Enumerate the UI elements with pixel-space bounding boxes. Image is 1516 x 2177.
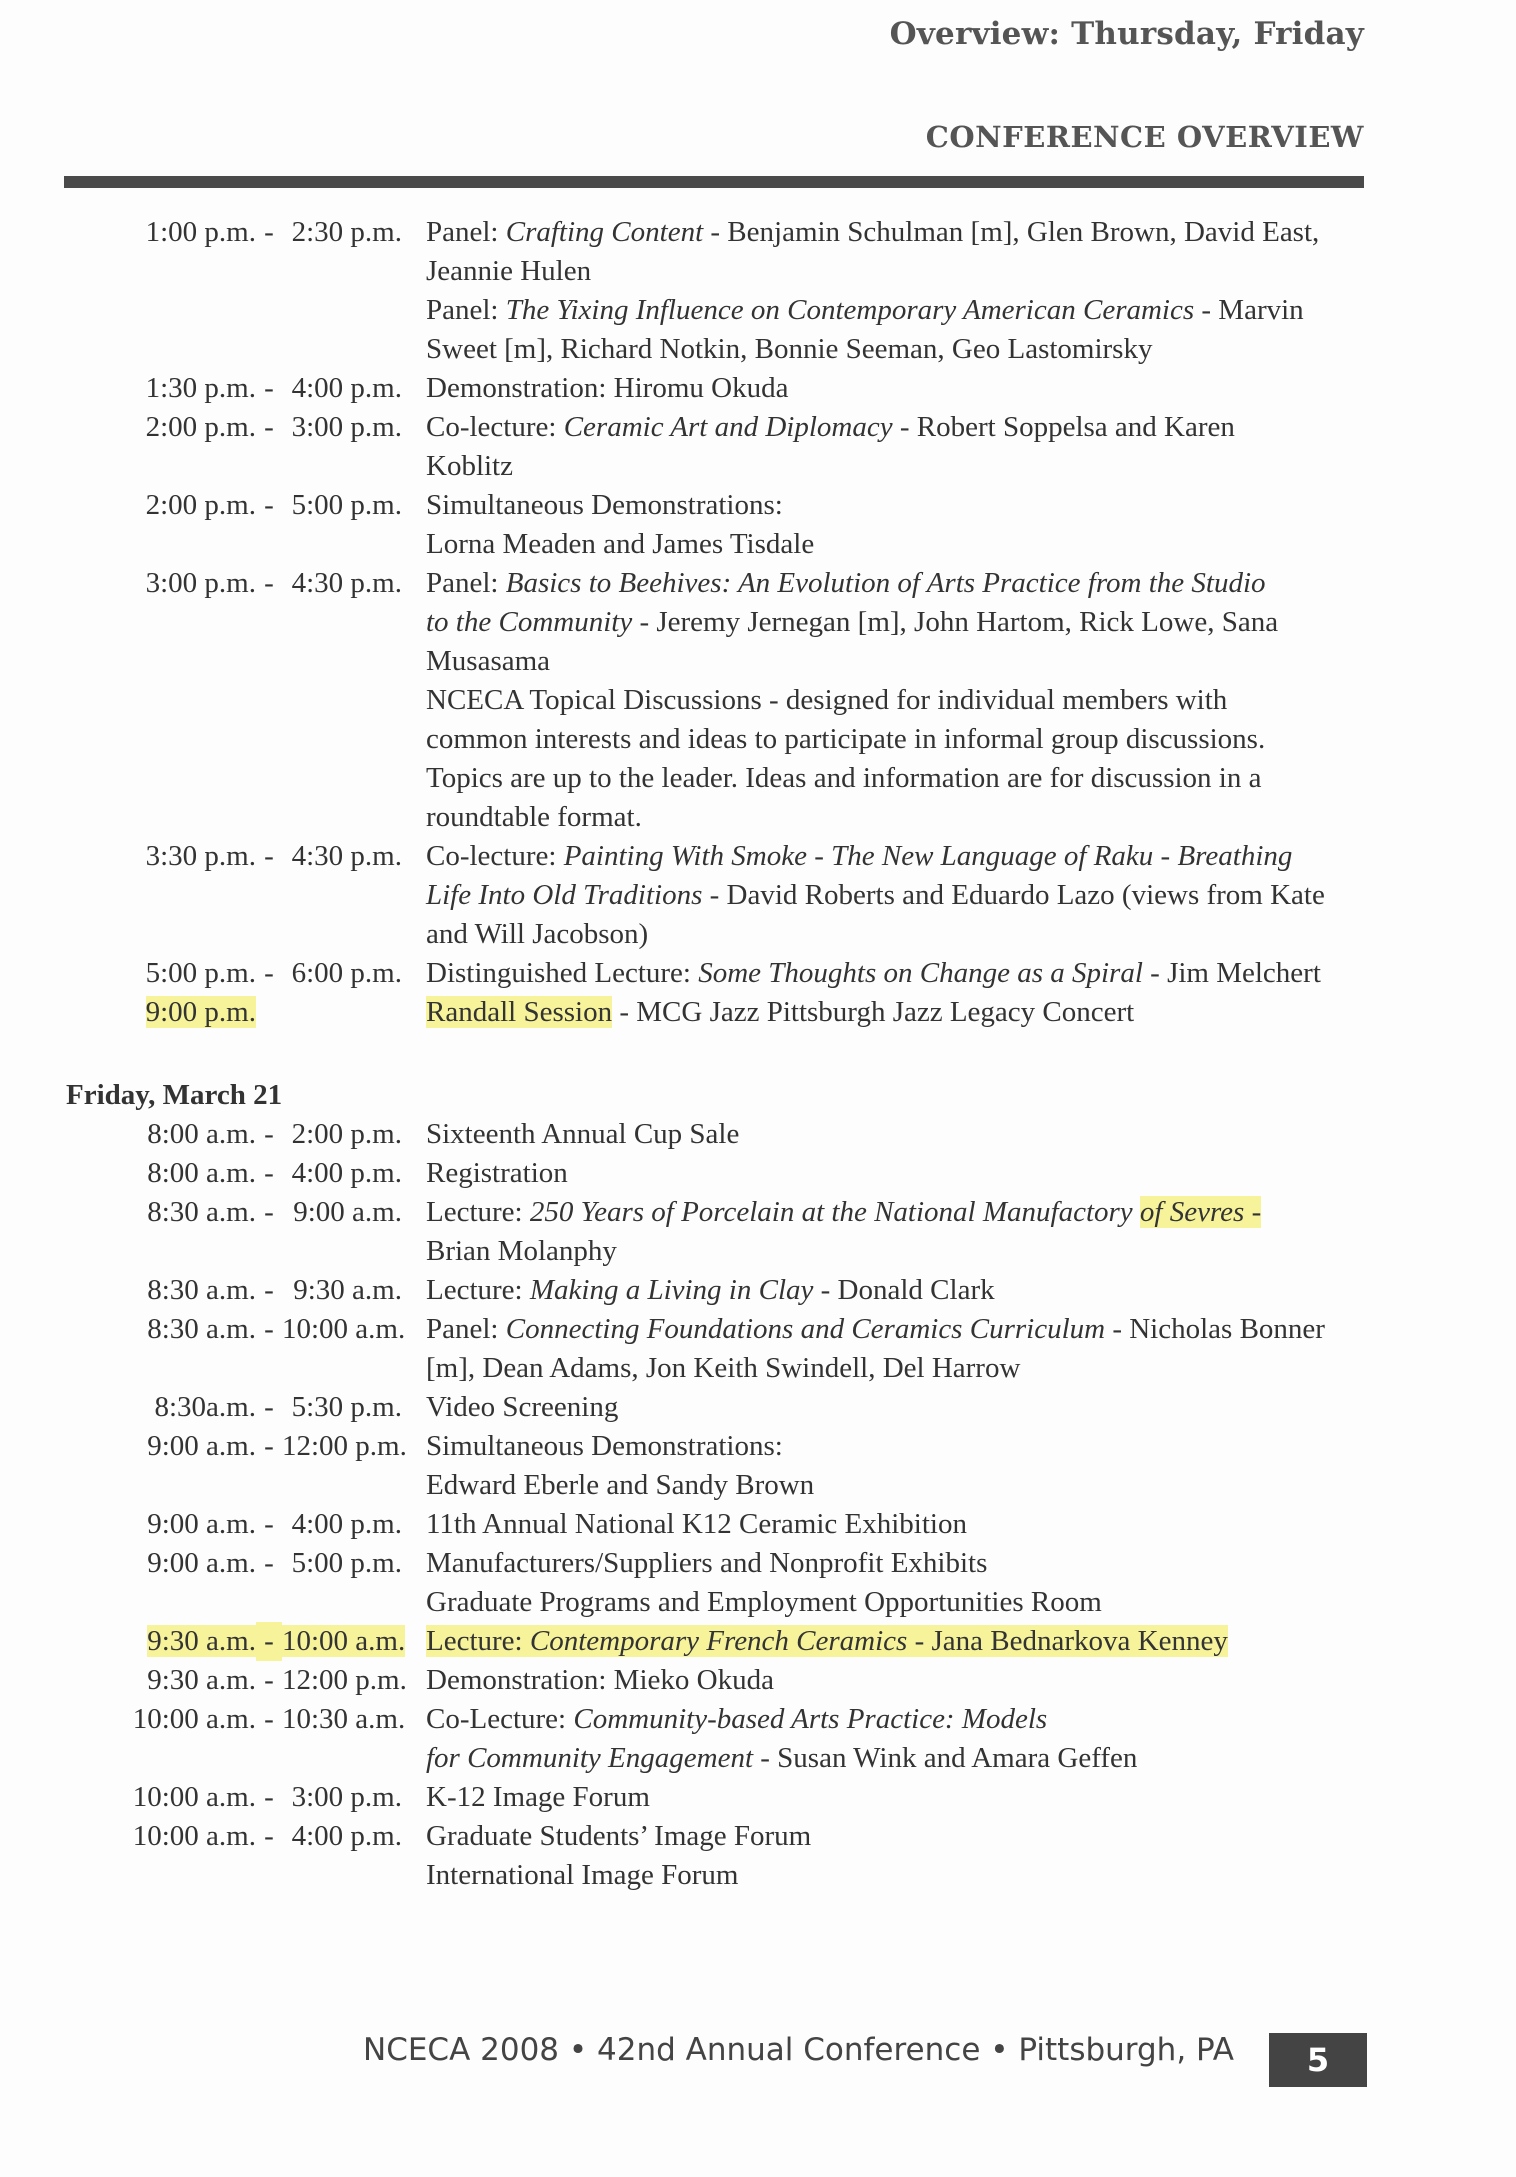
- event-description: [426, 837, 1374, 954]
- start-time: [64, 1115, 256, 1154]
- description-line: [426, 564, 1374, 603]
- start-time-text: 10:00 a.m.: [132, 1820, 256, 1852]
- text-segment: - Robert Soppelsa and Karen: [892, 411, 1235, 443]
- time-range: [64, 1700, 410, 1778]
- friday-heading: Friday, March 21: [66, 1079, 283, 1111]
- end-time-text: 5:30 p.m.: [291, 1391, 402, 1423]
- time-range: [64, 408, 410, 486]
- text-segment: roundtable format.: [426, 801, 642, 833]
- time-dash: -: [264, 411, 274, 443]
- text-segment: [m], Dean Adams, Jon Keith Swindell, Del Harrow: [426, 1352, 1021, 1384]
- time-range: [64, 1778, 410, 1817]
- start-time-text: 5:00 p.m.: [145, 957, 256, 989]
- running-head: Overview: Thursday, Friday: [889, 16, 1364, 52]
- text-segment: Panel:: [426, 216, 506, 248]
- end-time: [282, 1661, 407, 1700]
- end-time-text: 10:00 a.m.: [282, 1625, 406, 1657]
- start-time-text: 9:00 a.m.: [147, 1547, 256, 1579]
- event-description: [426, 1193, 1374, 1271]
- schedule-row: [64, 1193, 1374, 1271]
- end-time-text: 9:00 a.m.: [293, 1196, 402, 1228]
- text-segment: - Marvin: [1194, 294, 1304, 326]
- start-time: [64, 837, 256, 954]
- start-time-text: 9:00 a.m.: [147, 1430, 256, 1462]
- text-segment: Graduate Students’ Image Forum: [426, 1820, 812, 1852]
- title-segment: Ceramic Art and Diplomacy: [563, 411, 893, 443]
- schedule-row: [64, 486, 1374, 564]
- description-line: [426, 1700, 1374, 1739]
- start-time-text: 9:00 a.m.: [147, 1508, 256, 1540]
- section-title: CONFERENCE OVERVIEW: [925, 120, 1364, 154]
- schedule-row: [64, 1388, 1374, 1427]
- time-dash: -: [264, 1157, 274, 1189]
- text-segment: Registration: [426, 1157, 568, 1189]
- end-time: [282, 1427, 407, 1505]
- time-range: [64, 564, 410, 837]
- description-line: [426, 876, 1374, 915]
- time-range: [64, 1271, 410, 1310]
- description-line: [426, 1310, 1374, 1349]
- text-segment: Koblitz: [426, 450, 513, 482]
- description-line: [426, 408, 1374, 447]
- title-segment: Life Into Old Traditions: [426, 879, 703, 911]
- start-time-text: 10:00 a.m.: [132, 1703, 256, 1735]
- event-description: [426, 213, 1374, 369]
- description-line: [426, 1193, 1374, 1232]
- time-range: [64, 369, 410, 408]
- time-dash: -: [264, 1274, 274, 1306]
- start-time: [64, 1388, 256, 1427]
- thursday-schedule: [64, 213, 1374, 1032]
- event-description: [426, 1388, 1374, 1427]
- schedule-row: [64, 1271, 1374, 1310]
- start-time-text: 8:00 a.m.: [147, 1118, 256, 1150]
- time-dash: -: [264, 1703, 274, 1735]
- description-line: [426, 759, 1374, 798]
- end-time: [282, 486, 402, 564]
- description-line: [426, 291, 1374, 330]
- start-time: [64, 213, 256, 369]
- schedule-row: [64, 1115, 1374, 1154]
- start-time: [64, 1310, 256, 1388]
- description-line: [426, 1661, 1374, 1700]
- time-range: [64, 1544, 410, 1622]
- start-time: [64, 1505, 256, 1544]
- page-number: 5: [1269, 2033, 1367, 2087]
- time-dash: -: [264, 1547, 274, 1579]
- time-dash: -: [264, 1313, 274, 1345]
- time-range: [64, 1193, 410, 1271]
- start-time: [64, 1700, 256, 1778]
- event-description: [426, 1310, 1374, 1388]
- text-segment: Co-lecture:: [426, 840, 564, 872]
- end-time: [282, 369, 402, 408]
- description-line: [426, 213, 1374, 252]
- start-time-text: 1:30 p.m.: [145, 372, 256, 404]
- event-description: [426, 369, 1374, 408]
- text-segment: Demonstration: Mieko Okuda: [426, 1664, 774, 1696]
- schedule-row: [64, 564, 1374, 837]
- description-line: [426, 954, 1374, 993]
- description-line: [426, 1271, 1374, 1310]
- text-segment: - Donald Clark: [813, 1274, 995, 1306]
- description-line: [426, 1505, 1374, 1544]
- end-time: [282, 564, 402, 837]
- description-line: [426, 486, 1374, 525]
- time-range: [64, 1505, 410, 1544]
- start-time: [64, 1622, 256, 1661]
- highlighted-title-segment: of Sevres: [1139, 1196, 1245, 1228]
- event-description: [426, 954, 1374, 993]
- start-time: [64, 408, 256, 486]
- text-segment: Edward Eberle and Sandy Brown: [426, 1469, 815, 1501]
- description-line: [426, 1622, 1374, 1661]
- text-segment: - Benjamin Schulman [m], Glen Brown, David East,: [703, 216, 1320, 248]
- description-line: [426, 720, 1374, 759]
- text-segment: 11th Annual National K12 Ceramic Exhibition: [426, 1508, 967, 1540]
- end-time-text: 4:00 p.m.: [291, 372, 402, 404]
- end-time: [282, 1700, 406, 1778]
- event-description: [426, 1622, 1374, 1661]
- schedule-row: [64, 1700, 1374, 1778]
- time-dash: [256, 993, 282, 1032]
- time-range: [64, 1154, 410, 1193]
- text-segment: common interests and ideas to participate in informal group discussions.: [426, 723, 1266, 755]
- end-time-text: 9:30 a.m.: [293, 1274, 402, 1306]
- end-time: [282, 1544, 402, 1622]
- start-time-text: 8:00 a.m.: [147, 1157, 256, 1189]
- text-segment: NCECA Topical Discussions - designed for individual members with: [426, 684, 1228, 716]
- start-time: [64, 954, 256, 993]
- text-segment: Distinguished Lecture:: [426, 957, 699, 989]
- text-segment: - Susan Wink and Amara Geffen: [753, 1742, 1138, 1774]
- start-time: [64, 486, 256, 564]
- description-line: [426, 1427, 1374, 1466]
- text-segment: Graduate Programs and Employment Opportunities Room: [426, 1586, 1102, 1618]
- start-time: [64, 564, 256, 837]
- schedule-row: [64, 369, 1374, 408]
- event-description: [426, 1661, 1374, 1700]
- time-range: [64, 1388, 410, 1427]
- footer-text: NCECA 2008 • 42nd Annual Conference • Pittsburgh, PA: [363, 2032, 1234, 2068]
- time-dash: -: [264, 489, 274, 521]
- event-description: [426, 1817, 1374, 1895]
- title-segment: Community-based Arts Practice: Models: [573, 1703, 1048, 1735]
- event-description: [426, 564, 1374, 837]
- start-time-text: 8:30 a.m.: [147, 1274, 256, 1306]
- text-segment: Demonstration: Hiromu Okuda: [426, 372, 789, 404]
- time-range: [64, 837, 410, 954]
- highlighted-segment: Randall Session: [426, 996, 613, 1028]
- end-time: [282, 1622, 406, 1661]
- start-time: [64, 1661, 256, 1700]
- time-dash: -: [264, 1664, 274, 1696]
- title-segment: Connecting Foundations and Ceramics Curriculum: [505, 1313, 1106, 1345]
- text-segment: - Jeremy Jernegan [m], John Hartom, Rick Lowe, Sana: [632, 606, 1279, 638]
- time-dash: -: [264, 1781, 274, 1813]
- start-time-text: 9:30 a.m.: [147, 1664, 256, 1696]
- time-dash: -: [264, 1820, 274, 1852]
- text-segment: Lecture:: [426, 1274, 530, 1306]
- time-range: [64, 486, 410, 564]
- schedule-row: [64, 837, 1374, 954]
- event-description: [426, 408, 1374, 486]
- time-range: [64, 1622, 410, 1661]
- description-line: [426, 798, 1374, 837]
- end-time-text: 12:00 p.m.: [282, 1664, 407, 1696]
- text-segment: - David Roberts and Eduardo Lazo (views from Kate: [702, 879, 1325, 911]
- title-segment: Some Thoughts on Change as a Spiral: [698, 957, 1143, 989]
- start-time: [64, 1427, 256, 1505]
- end-time-text: 4:30 p.m.: [291, 567, 402, 599]
- title-segment: Crafting Content: [505, 216, 704, 248]
- text-segment: - Jana Bednarkova Kenney: [907, 1625, 1228, 1657]
- start-time-text: 3:30 p.m.: [145, 840, 256, 872]
- text-segment: Simultaneous Demonstrations:: [426, 489, 783, 521]
- time-range: [64, 954, 410, 993]
- start-time-text: 1:00 p.m.: [145, 216, 256, 248]
- text-segment: Lecture:: [426, 1196, 530, 1228]
- end-time: [282, 408, 402, 486]
- time-dash: -: [264, 1391, 274, 1423]
- text-segment: Co-lecture:: [426, 411, 564, 443]
- end-time: [282, 1271, 402, 1310]
- end-time: [282, 1154, 402, 1193]
- schedule-row: [64, 1544, 1374, 1622]
- description-line: [426, 1817, 1374, 1856]
- end-time: [282, 1115, 402, 1154]
- schedule-row: [64, 213, 1374, 369]
- event-description: [426, 1154, 1374, 1193]
- schedule-row: [64, 1427, 1374, 1505]
- text-segment: Video Screening: [426, 1391, 619, 1423]
- time-range: [64, 1661, 410, 1700]
- start-time: [64, 1193, 256, 1271]
- time-dash: -: [264, 1118, 274, 1150]
- event-description: [426, 993, 1374, 1032]
- description-line: [426, 369, 1374, 408]
- end-time-text: 2:00 p.m.: [291, 1118, 402, 1150]
- text-segment: Sixteenth Annual Cup Sale: [426, 1118, 740, 1150]
- description-line: [426, 330, 1374, 369]
- schedule-row: [64, 1817, 1374, 1895]
- text-segment: Musasama: [426, 645, 551, 677]
- description-line: [426, 1115, 1374, 1154]
- end-time-text: 10:00 a.m.: [282, 1313, 406, 1345]
- time-range: [64, 1817, 410, 1895]
- schedule-row: [64, 993, 1374, 1032]
- schedule-row: [64, 1310, 1374, 1388]
- start-time: [64, 1544, 256, 1622]
- description-line: [426, 681, 1374, 720]
- event-description: [426, 1271, 1374, 1310]
- description-line: [426, 642, 1374, 681]
- time-range: [64, 1115, 410, 1154]
- description-line: [426, 252, 1374, 291]
- end-time-text: 12:00 p.m.: [282, 1430, 407, 1462]
- title-segment: Making a Living in Clay: [529, 1274, 814, 1306]
- end-time-text: 3:00 p.m.: [291, 1781, 402, 1813]
- event-description: [426, 1115, 1374, 1154]
- text-segment: Topics are up to the leader. Ideas and information are for discussion in a: [426, 762, 1262, 794]
- end-time: [282, 837, 402, 954]
- start-time-text: 10:00 a.m.: [132, 1781, 256, 1813]
- text-segment: and Will Jacobson): [426, 918, 649, 950]
- start-time: [64, 1154, 256, 1193]
- title-segment: 250 Years of Porcelain at the National Manufactory: [529, 1196, 1140, 1228]
- time-range: [64, 1427, 410, 1505]
- text-segment: - Jim Melchert: [1142, 957, 1321, 989]
- event-description: [426, 1778, 1374, 1817]
- start-time-text: 8:30 a.m.: [147, 1196, 256, 1228]
- end-time-text: 10:30 a.m.: [282, 1703, 406, 1735]
- end-time-text: 3:00 p.m.: [291, 411, 402, 443]
- time-dash: -: [256, 1622, 282, 1661]
- description-line: [426, 1583, 1374, 1622]
- description-line: [426, 1739, 1374, 1778]
- start-time-text: 2:00 p.m.: [145, 411, 256, 443]
- start-time-text: 8:30a.m.: [154, 1391, 256, 1423]
- description-line: [426, 1466, 1374, 1505]
- title-segment: Painting With Smoke - The New Language of Raku - Breathing: [563, 840, 1293, 872]
- time-dash: -: [264, 216, 274, 248]
- highlighted-segment: -: [1244, 1196, 1262, 1228]
- schedule-row: [64, 1622, 1374, 1661]
- title-segment: Contemporary French Ceramics: [529, 1625, 908, 1657]
- time-dash: -: [264, 372, 274, 404]
- description-line: [426, 1778, 1374, 1817]
- title-segment: Basics to Beehives: An Evolution of Arts Practice from the Studio: [505, 567, 1266, 599]
- friday-schedule: [64, 1115, 1374, 1895]
- end-time-text: 6:00 p.m.: [291, 957, 402, 989]
- end-time: [282, 1310, 406, 1388]
- start-time: [64, 993, 256, 1032]
- end-time: [282, 1817, 402, 1895]
- description-line: [426, 1232, 1374, 1271]
- event-description: [426, 1505, 1374, 1544]
- title-segment: The Yixing Influence on Contemporary American Ceramics: [505, 294, 1195, 326]
- end-time: [282, 954, 402, 993]
- start-time-text: 3:00 p.m.: [145, 567, 256, 599]
- start-time-text: 9:00 p.m.: [145, 996, 256, 1028]
- text-segment: Simultaneous Demonstrations:: [426, 1430, 783, 1462]
- end-time-text: 5:00 p.m.: [291, 489, 402, 521]
- text-segment: Sweet [m], Richard Notkin, Bonnie Seeman, Geo Lastomirsky: [426, 333, 1153, 365]
- text-segment: International Image Forum: [426, 1859, 739, 1891]
- end-time: [282, 1193, 402, 1271]
- time-dash: -: [264, 1430, 274, 1462]
- event-description: [426, 1427, 1374, 1505]
- time-dash: -: [264, 1196, 274, 1228]
- description-line: [426, 447, 1374, 486]
- end-time: [282, 1388, 402, 1427]
- time-range: [64, 1310, 410, 1388]
- end-time-text: 4:00 p.m.: [291, 1508, 402, 1540]
- start-time-text: 8:30 a.m.: [147, 1313, 256, 1345]
- description-line: [426, 603, 1374, 642]
- end-time-text: 4:00 p.m.: [291, 1820, 402, 1852]
- start-time: [64, 1778, 256, 1817]
- text-segment: Jeannie Hulen: [426, 255, 592, 287]
- time-dash: -: [264, 840, 274, 872]
- start-time: [64, 1817, 256, 1895]
- description-line: [426, 525, 1374, 564]
- title-segment: for Community Engagement: [426, 1742, 754, 1774]
- event-description: [426, 1700, 1374, 1778]
- title-segment: to the Community: [426, 606, 633, 638]
- end-time: [282, 993, 402, 1032]
- text-segment: Brian Molanphy: [426, 1235, 617, 1267]
- schedule-row: [64, 1505, 1374, 1544]
- time-range: [64, 213, 410, 369]
- time-dash: -: [264, 1508, 274, 1540]
- description-line: [426, 915, 1374, 954]
- header-rule: [64, 176, 1364, 188]
- text-segment: Manufacturers/Suppliers and Nonprofit Exhibits: [426, 1547, 988, 1579]
- time-dash: -: [264, 957, 274, 989]
- description-line: [426, 993, 1374, 1032]
- end-time-text: 2:30 p.m.: [291, 216, 402, 248]
- start-time: [64, 369, 256, 408]
- text-segment: - MCG Jazz Pittsburgh Jazz Legacy Concert: [612, 996, 1135, 1028]
- text-segment: Panel:: [426, 294, 506, 326]
- text-segment: Panel:: [426, 1313, 506, 1345]
- end-time-text: 4:30 p.m.: [291, 840, 402, 872]
- start-time-text: 9:30 a.m.: [147, 1625, 256, 1657]
- schedule-row: [64, 1661, 1374, 1700]
- start-time: [64, 1271, 256, 1310]
- description-line: [426, 1154, 1374, 1193]
- description-line: [426, 1349, 1374, 1388]
- end-time-text: 4:00 p.m.: [291, 1157, 402, 1189]
- schedule-row: [64, 1154, 1374, 1193]
- end-time: [282, 213, 402, 369]
- time-dash: -: [264, 567, 274, 599]
- event-description: [426, 486, 1374, 564]
- schedule-row: [64, 1778, 1374, 1817]
- text-segment: Lecture:: [426, 1625, 530, 1657]
- description-line: [426, 1856, 1374, 1895]
- schedule-row: [64, 408, 1374, 486]
- start-time-text: 2:00 p.m.: [145, 489, 256, 521]
- description-line: [426, 1544, 1374, 1583]
- text-segment: K-12 Image Forum: [426, 1781, 650, 1813]
- description-line: [426, 837, 1374, 876]
- end-time-text: 5:00 p.m.: [291, 1547, 402, 1579]
- end-time: [282, 1778, 402, 1817]
- text-segment: Panel:: [426, 567, 506, 599]
- event-description: [426, 1544, 1374, 1622]
- time-range: [64, 993, 410, 1032]
- text-segment: Co-Lecture:: [426, 1703, 574, 1735]
- description-line: [426, 1388, 1374, 1427]
- text-segment: Lorna Meaden and James Tisdale: [426, 528, 815, 560]
- schedule-row: [64, 954, 1374, 993]
- text-segment: - Nicholas Bonner: [1105, 1313, 1325, 1345]
- end-time: [282, 1505, 402, 1544]
